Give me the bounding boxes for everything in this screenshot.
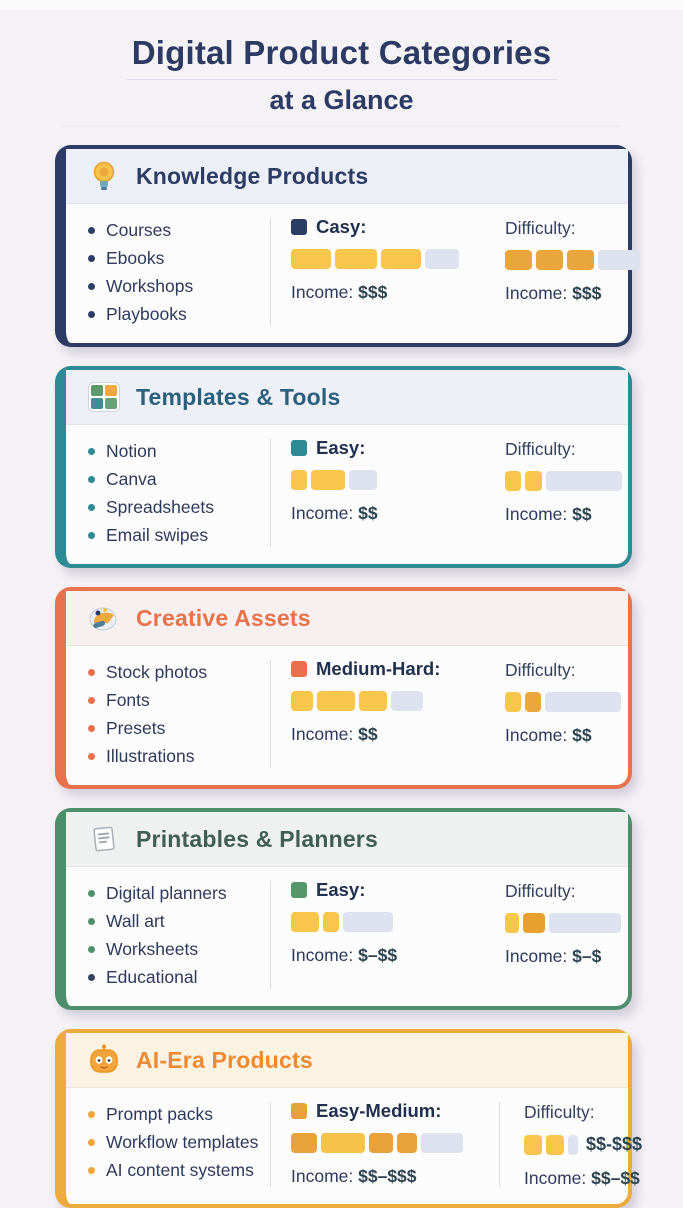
income-line — [291, 1166, 499, 1187]
difficulty-level-label: Medium-Hard: — [316, 658, 441, 679]
meter-segment-filled — [505, 471, 521, 491]
difficulty-meter — [291, 249, 499, 269]
list-item-label: Workflow templates — [106, 1132, 259, 1152]
difficulty-meter — [291, 691, 499, 711]
list-item — [88, 658, 270, 686]
difficulty-column — [291, 879, 499, 991]
income-value: $$–$$ — [591, 1168, 640, 1188]
meter-segment-filled — [291, 470, 307, 490]
meter-segment-filled — [397, 1133, 417, 1153]
meter-segment-filled — [291, 912, 319, 932]
category-card-knowledge-products — [55, 145, 632, 347]
legend-square-icon — [291, 440, 307, 456]
list-item — [88, 686, 270, 714]
card-body — [66, 204, 628, 343]
difficulty-bar-row — [524, 1123, 642, 1155]
meter-segment-empty — [546, 471, 622, 491]
bullet-icon — [88, 946, 95, 953]
summary-column — [499, 879, 621, 991]
meter-segment-filled — [359, 691, 387, 711]
income-label: Income: — [291, 1166, 354, 1186]
meter-segment-filled — [321, 1133, 365, 1153]
list-item — [88, 272, 270, 300]
difficulty-column — [291, 216, 499, 328]
card-header — [66, 370, 628, 425]
income-line — [291, 282, 499, 303]
difficulty-column — [291, 658, 499, 770]
category-card-ai-era-products — [55, 1029, 643, 1208]
income-line — [505, 725, 621, 746]
column-divider — [270, 881, 271, 989]
bullet-icon — [88, 1111, 95, 1118]
meter-segment-filled — [291, 249, 331, 269]
column-divider — [270, 439, 271, 547]
item-list — [88, 216, 270, 328]
column-divider — [270, 218, 271, 326]
income-label: Income: — [505, 725, 568, 745]
bullet-icon — [88, 1167, 95, 1174]
meter-segment-filled — [381, 249, 421, 269]
meter-segment-filled — [505, 913, 519, 933]
grid-tile — [105, 385, 117, 396]
list-item — [88, 1100, 270, 1128]
income-label: Income: — [505, 946, 568, 966]
list-item-label: Playbooks — [106, 304, 187, 324]
list-item-label: Fonts — [106, 690, 150, 710]
list-item-label: Stock photos — [106, 662, 208, 682]
difficulty-bar-row — [505, 681, 621, 712]
difficulty-label: Difficulty: — [505, 439, 576, 459]
column-divider — [499, 1102, 500, 1187]
item-list — [88, 1100, 270, 1189]
card-body — [66, 867, 628, 1006]
legend-square-icon — [291, 882, 307, 898]
list-item-label: Presets — [106, 718, 166, 738]
card-body — [66, 425, 628, 564]
income-line — [291, 945, 499, 966]
difficulty-meter — [505, 913, 621, 933]
income-value: $–$$ — [358, 945, 398, 965]
list-item-label: Prompt packs — [106, 1104, 213, 1124]
meter-segment-filled — [525, 471, 542, 491]
meter-segment-filled — [567, 250, 594, 270]
difficulty-label: Difficulty: — [505, 660, 576, 680]
list-item — [88, 907, 270, 935]
list-item — [88, 879, 270, 907]
bullet-icon — [88, 697, 95, 704]
difficulty-meter — [291, 912, 499, 932]
card-header — [66, 1033, 628, 1088]
card-header — [66, 591, 628, 646]
list-item — [88, 493, 270, 521]
income-label: Income: — [291, 724, 354, 744]
meter-segment-filled — [523, 913, 545, 933]
grid-icon-tiles — [88, 382, 120, 412]
difficulty-level-label: Casy: — [316, 216, 367, 237]
meter-segment-empty — [349, 470, 377, 490]
bullet-icon — [88, 448, 95, 455]
list-item-label: Worksheets — [106, 939, 199, 959]
list-item-label: Notion — [106, 441, 157, 461]
bullet-icon — [88, 753, 95, 760]
card-title: Templates & Tools — [136, 383, 341, 410]
meter-segment-empty — [343, 912, 393, 932]
category-card-printables-planners — [55, 808, 632, 1010]
page-title: Digital Product Categories — [131, 34, 552, 71]
bullet-icon — [88, 311, 95, 318]
list-item-label: Canva — [106, 469, 157, 489]
list-item — [88, 1128, 270, 1156]
card-header — [66, 149, 628, 204]
summary-column — [518, 1100, 642, 1189]
income-value: $$ — [572, 504, 592, 524]
level-row — [291, 658, 499, 680]
income-value: $$ — [358, 724, 378, 744]
difficulty-label: Difficulty: — [524, 1102, 595, 1122]
difficulty-meter — [505, 692, 621, 712]
bullet-icon — [88, 669, 95, 676]
legend-square-icon — [291, 219, 307, 235]
income-label: Income: — [505, 504, 568, 524]
income-line — [291, 503, 499, 524]
card-header — [66, 812, 628, 867]
templates-grid-icon — [86, 381, 122, 413]
card-title: Creative Assets — [136, 604, 311, 631]
difficulty-bar-row — [505, 460, 622, 491]
income-range-value: $$-$$$ — [586, 1134, 643, 1154]
meter-segment-filled — [369, 1133, 393, 1153]
document-icon — [86, 823, 122, 855]
meter-segment-empty — [568, 1135, 578, 1155]
list-item — [88, 714, 270, 742]
list-item-label: Digital planners — [106, 883, 227, 903]
title-underline — [127, 79, 557, 80]
list-item-label: Courses — [106, 220, 172, 240]
income-line — [505, 504, 622, 525]
difficulty-meter — [291, 1133, 499, 1153]
card-title: Printables & Planners — [136, 825, 378, 852]
meter-segment-filled — [335, 249, 377, 269]
card-title: Knowledge Products — [136, 162, 369, 189]
level-row — [291, 1100, 499, 1122]
list-item — [88, 244, 270, 272]
difficulty-column — [291, 437, 499, 549]
list-item-label: AI content systems — [106, 1160, 254, 1180]
robot-icon — [86, 1044, 122, 1076]
difficulty-level-label: Easy: — [316, 437, 366, 458]
grid-tile — [91, 385, 103, 396]
summary-column — [499, 658, 621, 770]
difficulty-label: Difficulty: — [505, 881, 576, 901]
list-item — [88, 742, 270, 770]
meter-segment-filled — [546, 1135, 564, 1155]
income-label: Income: — [291, 945, 354, 965]
difficulty-meter — [524, 1135, 578, 1155]
card-title: AI-Era Products — [136, 1046, 313, 1073]
list-item — [88, 437, 270, 465]
bullet-icon — [88, 725, 95, 732]
meter-segment-filled — [291, 691, 313, 711]
difficulty-column — [291, 1100, 499, 1189]
meter-segment-filled — [524, 1135, 542, 1155]
bullet-icon — [88, 227, 95, 234]
list-item — [88, 216, 270, 244]
list-item — [88, 963, 270, 991]
list-item — [88, 1156, 270, 1184]
bullet-icon — [88, 1139, 95, 1146]
list-item-label: Educational — [106, 967, 198, 987]
bullet-icon — [88, 476, 95, 483]
list-item-label: Workshops — [106, 276, 194, 296]
income-label: Income: — [291, 282, 354, 302]
income-line — [524, 1168, 642, 1189]
bullet-icon — [88, 504, 95, 511]
difficulty-bar-row — [505, 902, 621, 933]
income-value: $$ — [572, 725, 592, 745]
summary-column — [499, 437, 622, 549]
level-row — [291, 216, 499, 238]
item-list — [88, 437, 270, 549]
difficulty-label: Difficulty: — [505, 218, 576, 238]
item-list — [88, 879, 270, 991]
income-value: $–$ — [572, 946, 602, 966]
list-item-label: Email swipes — [106, 525, 209, 545]
list-item — [88, 521, 270, 549]
list-item — [88, 465, 270, 493]
grid-tile — [91, 398, 103, 409]
difficulty-meter — [291, 470, 499, 490]
legend-square-icon — [291, 661, 307, 677]
income-label: Income: — [524, 1168, 587, 1188]
column-divider — [270, 1102, 271, 1187]
bullet-icon — [88, 255, 95, 262]
column-divider — [270, 660, 271, 768]
summary-column — [499, 216, 640, 328]
difficulty-level-label: Easy-Medium: — [316, 1100, 442, 1121]
category-card-templates-tools — [55, 366, 632, 568]
difficulty-level-label: Easy: — [316, 879, 366, 900]
income-value: $$$ — [358, 282, 388, 302]
bullet-icon — [88, 890, 95, 897]
meter-segment-filled — [505, 250, 532, 270]
meter-segment-empty — [545, 692, 621, 712]
list-item-label: Spreadsheets — [106, 497, 214, 517]
meter-segment-filled — [323, 912, 339, 932]
difficulty-bar-row — [505, 239, 640, 270]
lightbulb-icon — [86, 160, 122, 192]
income-value: $$ — [358, 503, 378, 523]
meter-segment-empty — [425, 249, 459, 269]
level-row — [291, 437, 499, 459]
card-body — [66, 1088, 643, 1204]
bullet-icon — [88, 918, 95, 925]
grid-tile — [105, 398, 117, 409]
meter-segment-filled — [311, 470, 345, 490]
list-item-label: Illustrations — [106, 746, 195, 766]
bullet-icon — [88, 532, 95, 539]
income-line — [505, 283, 640, 304]
card-body — [66, 646, 628, 785]
page-subtitle: at a Glance — [62, 85, 622, 127]
category-card-creative-assets — [55, 587, 632, 789]
list-item — [88, 300, 270, 328]
legend-square-icon — [291, 1103, 307, 1119]
meter-segment-filled — [317, 691, 355, 711]
meter-segment-empty — [598, 250, 640, 270]
meter-segment-empty — [391, 691, 423, 711]
income-value: $$–$$$ — [358, 1166, 417, 1186]
difficulty-meter — [505, 250, 640, 270]
meter-segment-filled — [536, 250, 563, 270]
bullet-icon — [88, 974, 95, 981]
income-label: Income: — [291, 503, 354, 523]
meter-segment-empty — [421, 1133, 463, 1153]
meter-segment-empty — [549, 913, 621, 933]
item-list — [88, 658, 270, 770]
difficulty-meter — [505, 471, 622, 491]
meter-segment-filled — [505, 692, 521, 712]
category-cards — [55, 145, 643, 1208]
meter-segment-filled — [291, 1133, 317, 1153]
meter-segment-filled — [525, 692, 541, 712]
list-item-label: Wall art — [106, 911, 165, 931]
income-value: $$$ — [572, 283, 602, 303]
list-item-label: Ebooks — [106, 248, 165, 268]
level-row — [291, 879, 499, 901]
income-label: Income: — [505, 283, 568, 303]
bullet-icon — [88, 283, 95, 290]
palette-icon — [86, 602, 122, 634]
list-item — [88, 935, 270, 963]
income-line — [505, 946, 621, 967]
income-line — [291, 724, 499, 745]
